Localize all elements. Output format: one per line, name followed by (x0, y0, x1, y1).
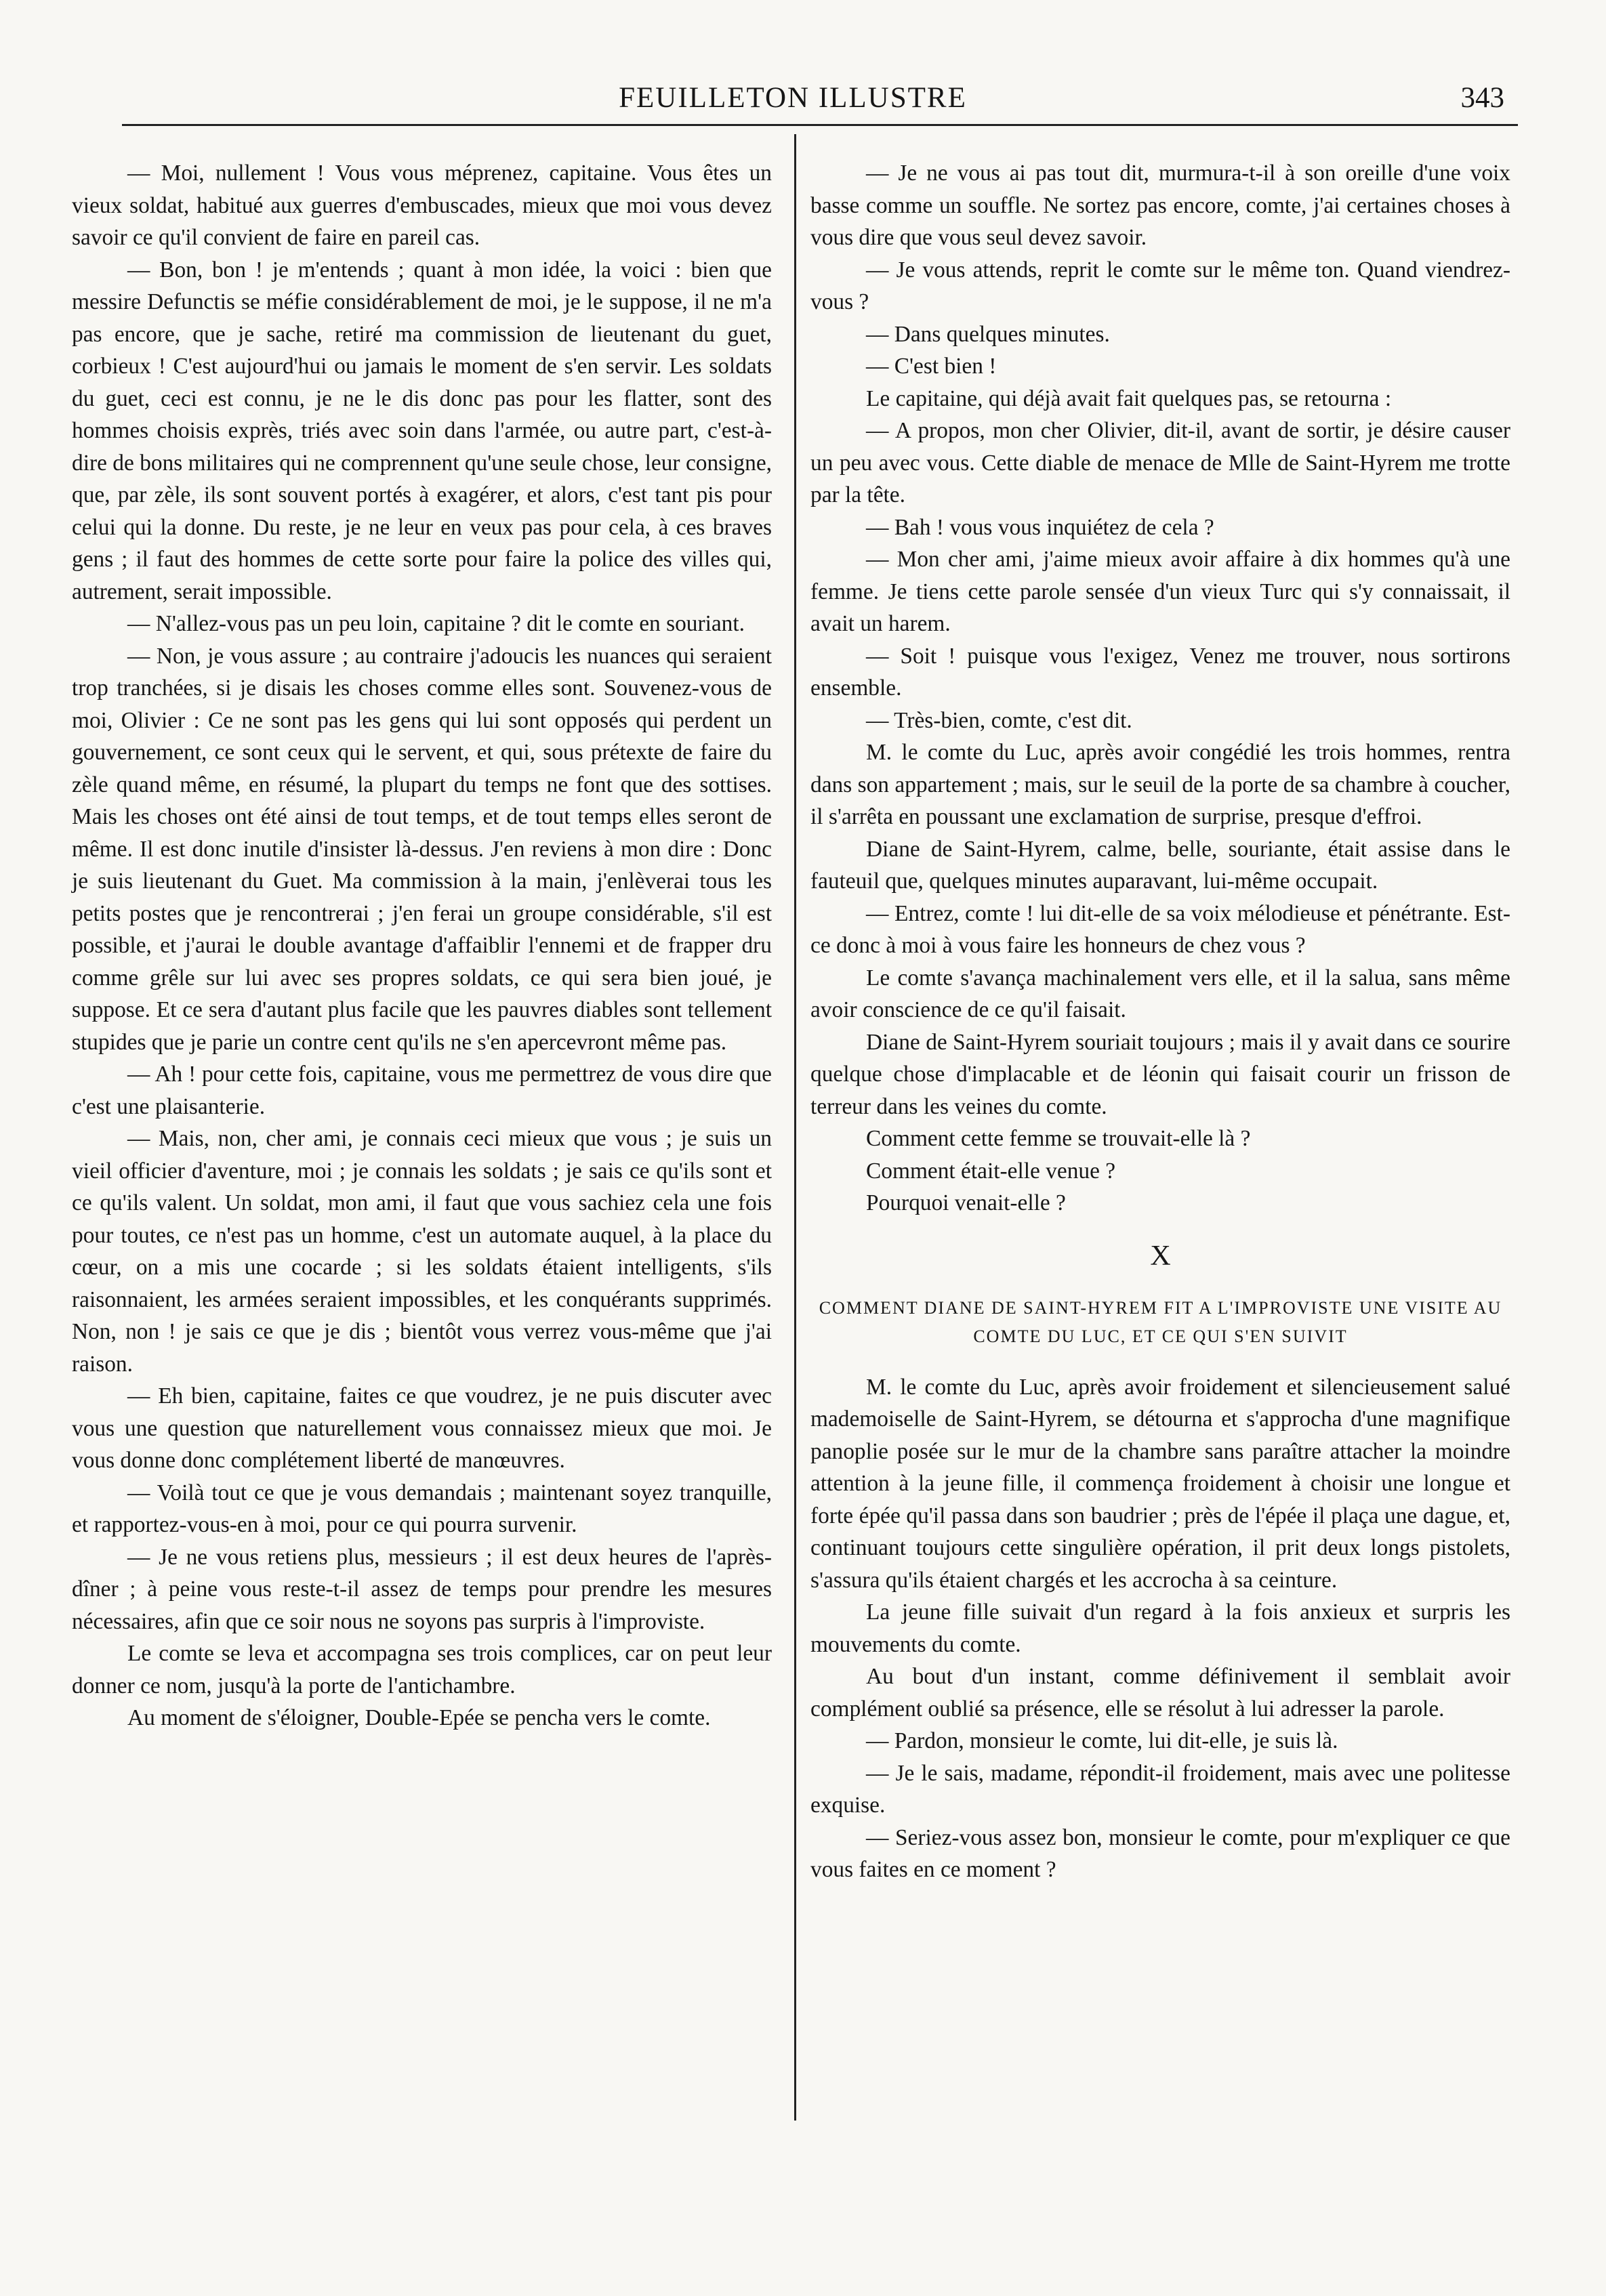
paragraph: — Ah ! pour cette fois, capitaine, vous me permettrez de vous dire que c'est une plaisanterie. (72, 1062, 772, 1119)
paragraph: — A propos, mon cher Olivier, dit-il, avant de sortir, je désire causer un peu avec vous. Cette diable de menace de Mlle de Saint-Hyrem me trotte par la tête. (810, 418, 1510, 507)
paragraph: Au moment de s'éloigner, Double-Epée se pencha vers le comte. (127, 1705, 711, 1730)
paragraph: Comment était-elle venue ? (866, 1158, 1116, 1184)
right-column-text (810, 157, 1510, 1219)
paragraph: Pourquoi venait-elle ? (866, 1190, 1066, 1215)
paragraph: — Moi, nullement ! Vous vous méprenez, capitaine. Vous êtes un vieux soldat, habitué aux guerres d'embuscades, mieux que moi vous devez savoir ce qu'il convient de faire en pareil cas. (72, 161, 772, 250)
column-divider (794, 134, 796, 2121)
paragraph: Le capitaine, qui déjà avait fait quelques pas, se retourna : (866, 385, 1392, 411)
paragraph: Le comte se leva et accompagna ses trois complices, car on peut leur donner ce nom, jusqu'à la porte de l'antichambre. (72, 1641, 772, 1698)
paragraph: — Voilà tout ce que je vous demandais ; maintenant soyez tranquille, et rapportez-vous-en à moi, pour ce qui pourra survenir. (72, 1480, 772, 1537)
paragraph: — Soit ! puisque vous l'exigez, Venez me trouver, nous sortirons ensemble. (810, 643, 1510, 701)
paragraph: — Bon, bon ! je m'entends ; quant à mon idée, la voici : bien que messire Defunctis se méfie considérablement de moi, je le suppose, il ne m'a pas encore, que je sache, retiré ma commission de lieutenant du guet, corbieux ! C'est aujourd'hui ou jamais le moment de s'en servir. Les soldats du guet, ceci est connu, je ne le dis donc pas pour les flatter, sont des hommes choisis exprès, triés avec soin dans l'armée, ou autre part, c'est-à-dire de bons militaires qui ne comprennent qu'une seule chose, leur consigne, que, par zèle, ils sont souvent portés à exagérer, et alors, c'est tant pis pour celui qui la donne. Du reste, je ne leur en veux pas pour cela, à ces braves gens ; il faut des hommes de cette sorte pour faire la police des villes qui, autrement, serait impossible. (72, 257, 772, 604)
paragraph: — Mais, non, cher ami, je connais ceci mieux que vous ; je suis un vieil officier d'aventure, moi ; je connais les soldats ; je sais ce qu'ils sont et ce qu'ils valent. Un soldat, mon ami, il faut que vous sachiez cela une fois pour toutes, ce n'est pas un homme, c'est un automate auquel, à la place du cœur, on a mis une cocarde ; si les soldats étaient intelligents, s'ils raisonnaient, les armées seraient impossibles, et les conquérants supprimés. Non, non ! je sais ce que je dis ; bientôt vous verrez vous-même que j'ai raison. (72, 1126, 772, 1377)
paragraph: — Entrez, comte ! lui dit-elle de sa voix mélodieuse et pénétrante. Est-ce donc à moi à vous faire les honneurs de chez vous ? (810, 900, 1510, 958)
paragraph: — Je le sais, madame, répondit-il froidement, mais avec une politesse exquise. (810, 1760, 1510, 1818)
paragraph: — Non, je vous assure ; au contraire j'adoucis les nuances qui seraient trop tranchées, si je disais les choses comme elles sont. Souvenez-vous de moi, Olivier : Ce ne sont pas les gens qui lui sont opposés qui perdent un gouvernement, ce sont ceux qui le servent, et qui, sous prétexte de faire du zèle quand même, en résumé, la plupart du temps ne font que des sottises. Mais les choses ont été ainsi de tout temps, et de tout temps elles seront de même. Il est donc inutile d'insister là-dessus. J'en reviens à mon dire : Donc je suis lieutenant du Guet. Ma commission à la main, j'enlèverai tous les petits postes que je rencontrerai ; j'en ferai un groupe considérable, s'il est possible, et j'aurai le double avantage d'affaiblir l'ennemi et de frapper dru comme grêle sur lui avec ses propres soldats, ce qui sera bien joué, je suppose. Et ce sera d'autant plus facile que les pauvres diables sont tellement stupides que je parie un contre cent qu'ils ne s'en apercevront même pas. (72, 643, 772, 1055)
running-title: FEUILLETON ILLUSTRE (619, 82, 967, 114)
paragraph: — Pardon, monsieur le comte, lui dit-elle, je suis là. (866, 1728, 1338, 1753)
header-rule (122, 124, 1518, 126)
paragraph: — Je vous attends, reprit le comte sur le même ton. Quand viendrez-vous ? (810, 257, 1510, 314)
paragraph: M. le comte du Luc, après avoir froidement et silencieusement salué mademoiselle de Saint-Hyrem, se détourna et s'approcha d'une magnifique panoplie posée sur le mur de la chambre sans paraître attacher la moindre attention à la jeune fille, il commença froidement à choisir une longue et forte épée qu'il passa dans son baudrier ; près de l'épée il plaça une dague, et, continuant toujours cette singulière opération, il prit deux longs pistolets, s'assura qu'ils étaient chargés et les accrocha à sa ceinture. (810, 1374, 1510, 1593)
paragraph: — Très-bien, comte, c'est dit. (866, 707, 1132, 733)
chapter-text (810, 1371, 1510, 1886)
paragraph: — Je ne vous retiens plus, messieurs ; il est deux heures de l'après-dîner ; à peine vous reste-t-il assez de temps pour prendre les mesures nécessaires, afin que ce soir nous ne soyons pas surpris à l'improviste. (72, 1544, 772, 1634)
paragraph: — Je ne vous ai pas tout dit, murmura-t-il à son oreille d'une voix basse comme un souffle. Ne sortez pas encore, comte, j'ai certaines choses à vous dire que vous seul devez savoir. (810, 161, 1510, 250)
chapter-title: COMMENT DIANE DE SAINT-HYREM FIT A L'IMPROVISTE UNE VISITE AU COMTE DU LUC, ET CE QUI S'EN SUIVIT (819, 1297, 1502, 1346)
paragraph: Au bout d'un instant, comme définivement il semblait avoir complément oublié sa présence, elle se résolut à lui adresser la parole. (810, 1664, 1510, 1721)
left-column (72, 157, 772, 1734)
paragraph: — Seriez-vous assez bon, monsieur le comte, pour m'expliquer ce que vous faites en ce moment ? (810, 1824, 1510, 1882)
paragraph: M. le comte du Luc, après avoir congédié les trois hommes, rentra dans son appartement ; mais, sur le seuil de la porte de sa chambre à coucher, il s'arrêta en poussant une exclamation de surprise, presque d'effroi. (810, 740, 1510, 829)
paragraph: — Dans quelques minutes. (866, 321, 1110, 347)
right-column (810, 157, 1510, 1886)
chapter-number: X (1150, 1240, 1171, 1272)
paragraph: — Bah ! vous vous inquiétez de cela ? (866, 514, 1214, 540)
page-number: 343 (1460, 82, 1504, 114)
paragraph: Diane de Saint-Hyrem, calme, belle, souriante, était assise dans le fauteuil que, quelques minutes auparavant, lui-même occupait. (810, 836, 1510, 894)
paragraph: — N'allez-vous pas un peu loin, capitaine ? dit le comte en souriant. (127, 611, 745, 636)
paragraph: Comment cette femme se trouvait-elle là ? (866, 1126, 1251, 1151)
paragraph: — C'est bien ! (866, 354, 997, 379)
paragraph: Diane de Saint-Hyrem souriait toujours ; mais il y avait dans ce sourire quelque chose d'implacable et de léonin qui faisait courir un frisson de terreur dans les veines du comte. (810, 1029, 1510, 1119)
paragraph: — Mon cher ami, j'aime mieux avoir affaire à dix hommes qu'à une femme. Je tiens cette parole sensée d'un vieux Turc qui s'y connaissait, il avait un harem. (810, 547, 1510, 636)
paragraph: Le comte s'avança machinalement vers elle, et il la salua, sans même avoir conscience de ce qu'il faisait. (810, 965, 1510, 1022)
paragraph: — Eh bien, capitaine, faites ce que voudrez, je ne puis discuter avec vous une question que naturellement vous connaissez mieux que moi. Je vous donne donc complétement liberté de manœuvres. (72, 1383, 772, 1473)
paragraph: La jeune fille suivait d'un regard à la fois anxieux et surpris les mouvements du comte. (810, 1600, 1510, 1657)
page-header (75, 78, 1511, 125)
